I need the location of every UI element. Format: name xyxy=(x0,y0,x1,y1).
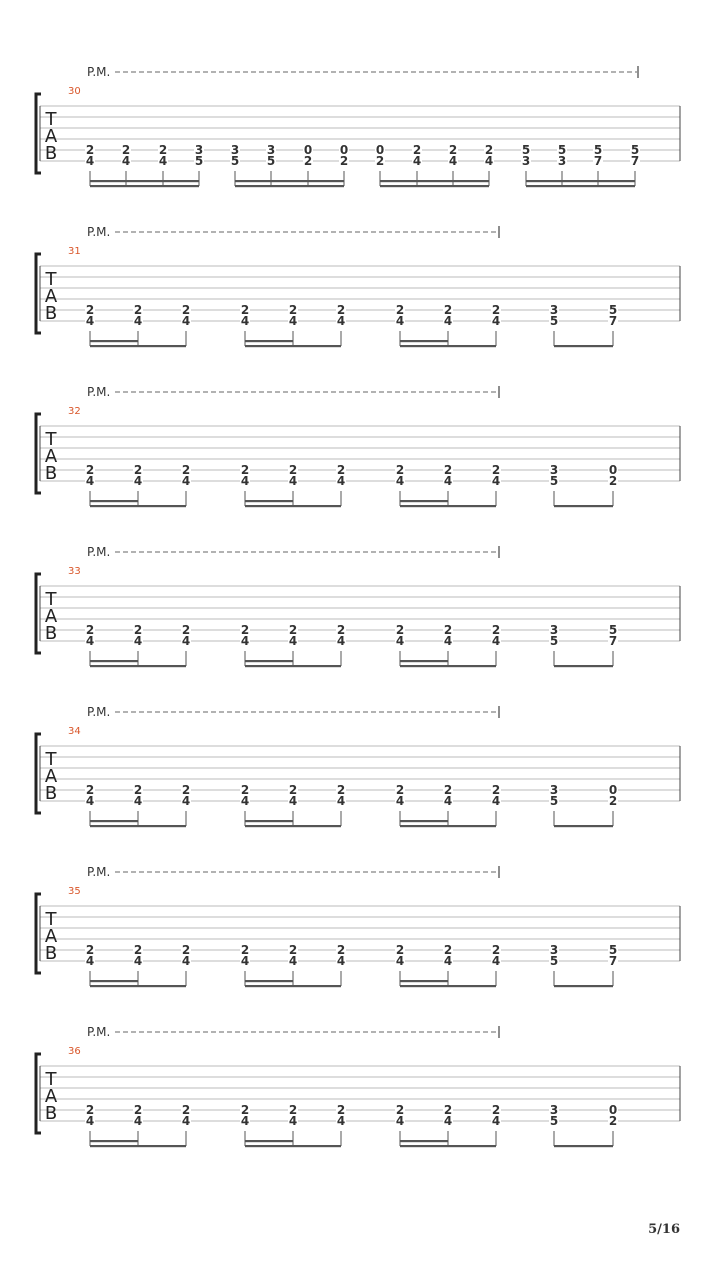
fret-number: 4 xyxy=(240,314,250,328)
tab-clef-letter: T xyxy=(45,909,57,930)
fret-number: 4 xyxy=(448,154,458,168)
beam-8th xyxy=(554,505,613,507)
fret-number: 4 xyxy=(181,954,191,968)
fret-number: 7 xyxy=(608,314,618,328)
beam-16th xyxy=(245,980,293,982)
fret-number: 4 xyxy=(181,1114,191,1128)
beam-16th xyxy=(380,180,489,182)
beam-16th xyxy=(526,180,635,182)
beam-16th xyxy=(235,180,344,182)
fret-number: 2 xyxy=(443,1103,453,1117)
tab-clef-letter: T xyxy=(45,269,57,290)
beam-8th xyxy=(400,985,496,987)
palm-mute-label: P.M. xyxy=(87,705,111,719)
fret-number: 2 xyxy=(491,783,501,797)
fret-number: 4 xyxy=(484,154,494,168)
tab-clef-letter: A xyxy=(44,446,58,467)
beam-8th xyxy=(400,505,496,507)
fret-number: 4 xyxy=(133,954,143,968)
fret-number: 5 xyxy=(593,143,603,157)
fret-number: 2 xyxy=(240,463,250,477)
fret-number: 4 xyxy=(491,314,501,328)
fret-number: 4 xyxy=(491,634,501,648)
fret-number: 4 xyxy=(181,634,191,648)
beam-8th xyxy=(554,665,613,667)
fret-number: 2 xyxy=(395,463,405,477)
tab-clef-letter: B xyxy=(44,623,58,644)
fret-number: 4 xyxy=(443,794,453,808)
fret-number: 4 xyxy=(240,794,250,808)
beam-8th xyxy=(245,345,341,347)
fret-number: 2 xyxy=(240,943,250,957)
beam-16th xyxy=(400,1140,448,1142)
fret-number: 4 xyxy=(85,314,95,328)
fret-number: 2 xyxy=(375,154,385,168)
fret-number: 4 xyxy=(240,474,250,488)
fret-number: 4 xyxy=(412,154,422,168)
fret-number: 4 xyxy=(336,474,346,488)
fret-number: 2 xyxy=(85,623,95,637)
fret-number: 2 xyxy=(443,303,453,317)
fret-number: 2 xyxy=(336,943,346,957)
palm-mute-label: P.M. xyxy=(87,865,111,879)
fret-number: 4 xyxy=(443,314,453,328)
tab-clef-letter: A xyxy=(44,126,58,147)
fret-number: 4 xyxy=(443,954,453,968)
fret-number: 2 xyxy=(395,783,405,797)
fret-number: 2 xyxy=(288,1103,298,1117)
fret-number: 2 xyxy=(85,783,95,797)
fret-number: 3 xyxy=(549,943,559,957)
tab-clef-letter: A xyxy=(44,926,58,947)
fret-number: 4 xyxy=(133,1114,143,1128)
fret-number: 4 xyxy=(395,634,405,648)
palm-mute-label: P.M. xyxy=(87,1025,111,1039)
fret-number: 4 xyxy=(240,1114,250,1128)
fret-number: 2 xyxy=(303,154,313,168)
fret-number: 4 xyxy=(240,634,250,648)
page-number: 5/16 xyxy=(648,1222,680,1237)
beam-8th xyxy=(245,825,341,827)
fret-number: 2 xyxy=(181,783,191,797)
beam-8th xyxy=(400,345,496,347)
beam-16th xyxy=(245,1140,293,1142)
tab-clef-letter: A xyxy=(44,1086,58,1107)
beam-16th xyxy=(400,500,448,502)
tab-clef-letter: B xyxy=(44,783,58,804)
fret-number: 4 xyxy=(395,954,405,968)
fret-number: 2 xyxy=(158,143,168,157)
bar-number: 33 xyxy=(68,566,81,577)
fret-number: 5 xyxy=(549,474,559,488)
fret-number: 4 xyxy=(85,954,95,968)
fret-number: 2 xyxy=(133,463,143,477)
beam-16th xyxy=(90,820,138,822)
fret-number: 3 xyxy=(549,623,559,637)
tab-clef-letter: B xyxy=(44,943,58,964)
fret-number: 2 xyxy=(133,623,143,637)
beam-16th xyxy=(245,340,293,342)
tab-system xyxy=(36,385,680,507)
fret-number: 0 xyxy=(375,143,385,157)
fret-number: 3 xyxy=(230,143,240,157)
beam-8th xyxy=(245,665,341,667)
fret-number: 2 xyxy=(85,463,95,477)
tab-system xyxy=(36,1025,680,1147)
fret-number: 4 xyxy=(395,794,405,808)
beam-16th xyxy=(90,340,138,342)
fret-number: 2 xyxy=(133,943,143,957)
tab-clef-letter: B xyxy=(44,303,58,324)
fret-number: 4 xyxy=(85,794,95,808)
fret-number: 4 xyxy=(133,634,143,648)
fret-number: 2 xyxy=(491,1103,501,1117)
fret-number: 2 xyxy=(395,303,405,317)
beam-16th xyxy=(400,820,448,822)
fret-number: 4 xyxy=(85,474,95,488)
fret-number: 4 xyxy=(85,634,95,648)
fret-number: 5 xyxy=(230,154,240,168)
fret-number: 2 xyxy=(443,943,453,957)
beam-8th xyxy=(245,505,341,507)
fret-number: 2 xyxy=(181,1103,191,1117)
fret-number: 3 xyxy=(521,154,531,168)
fret-number: 4 xyxy=(336,634,346,648)
fret-number: 2 xyxy=(443,783,453,797)
fret-number: 2 xyxy=(608,1114,618,1128)
tab-clef-letter: B xyxy=(44,463,58,484)
fret-number: 2 xyxy=(412,143,422,157)
fret-number: 4 xyxy=(181,794,191,808)
fret-number: 2 xyxy=(288,303,298,317)
beam-8th xyxy=(90,1145,186,1147)
fret-number: 5 xyxy=(266,154,276,168)
palm-mute-label: P.M. xyxy=(87,225,111,239)
fret-number: 4 xyxy=(491,794,501,808)
fret-number: 2 xyxy=(339,154,349,168)
fret-number: 2 xyxy=(240,1103,250,1117)
fret-number: 2 xyxy=(288,623,298,637)
beam-8th xyxy=(400,665,496,667)
tab-clef-letter: T xyxy=(45,109,57,130)
fret-number: 4 xyxy=(443,474,453,488)
beam-16th xyxy=(245,660,293,662)
fret-number: 3 xyxy=(549,783,559,797)
beam-8th xyxy=(90,185,199,187)
fret-number: 4 xyxy=(288,314,298,328)
fret-number: 4 xyxy=(336,954,346,968)
tab-clef-letter: A xyxy=(44,286,58,307)
fret-number: 2 xyxy=(288,463,298,477)
beam-8th xyxy=(245,985,341,987)
fret-number: 2 xyxy=(608,794,618,808)
fret-number: 5 xyxy=(521,143,531,157)
fret-number: 4 xyxy=(158,154,168,168)
beam-16th xyxy=(245,820,293,822)
fret-number: 2 xyxy=(491,623,501,637)
beam-16th xyxy=(400,340,448,342)
fret-number: 2 xyxy=(288,783,298,797)
fret-number: 7 xyxy=(593,154,603,168)
tab-clef-letter: T xyxy=(45,589,57,610)
fret-number: 4 xyxy=(133,794,143,808)
fret-number: 2 xyxy=(121,143,131,157)
fret-number: 3 xyxy=(194,143,204,157)
beam-8th xyxy=(90,985,186,987)
fret-number: 2 xyxy=(443,623,453,637)
beam-8th xyxy=(526,185,635,187)
fret-number: 7 xyxy=(608,954,618,968)
fret-number: 4 xyxy=(288,794,298,808)
fret-number: 0 xyxy=(339,143,349,157)
beam-8th xyxy=(554,345,613,347)
tab-system xyxy=(36,705,680,827)
fret-number: 2 xyxy=(443,463,453,477)
fret-number: 2 xyxy=(336,1103,346,1117)
beam-8th xyxy=(245,1145,341,1147)
beam-16th xyxy=(90,980,138,982)
tab-clef-letter: A xyxy=(44,766,58,787)
fret-number: 2 xyxy=(240,623,250,637)
fret-number: 4 xyxy=(336,794,346,808)
beam-16th xyxy=(400,980,448,982)
fret-number: 2 xyxy=(133,783,143,797)
tab-system xyxy=(36,545,680,667)
fret-number: 2 xyxy=(484,143,494,157)
fret-number: 0 xyxy=(608,463,618,477)
fret-number: 2 xyxy=(240,783,250,797)
fret-number: 2 xyxy=(181,463,191,477)
tab-system xyxy=(36,225,680,347)
palm-mute-label: P.M. xyxy=(87,545,111,559)
beam-8th xyxy=(90,665,186,667)
fret-number: 5 xyxy=(549,1114,559,1128)
beam-8th xyxy=(554,825,613,827)
bar-number: 34 xyxy=(68,726,81,737)
fret-number: 7 xyxy=(608,634,618,648)
bar-number: 32 xyxy=(68,406,81,417)
fret-number: 4 xyxy=(85,1114,95,1128)
fret-number: 4 xyxy=(240,954,250,968)
fret-number: 2 xyxy=(491,463,501,477)
palm-mute-label: P.M. xyxy=(87,65,111,79)
fret-number: 7 xyxy=(630,154,640,168)
fret-number: 3 xyxy=(549,303,559,317)
fret-number: 4 xyxy=(491,954,501,968)
fret-number: 4 xyxy=(288,634,298,648)
fret-number: 5 xyxy=(549,794,559,808)
tab-clef-letter: B xyxy=(44,143,58,164)
fret-number: 3 xyxy=(549,463,559,477)
fret-number: 5 xyxy=(608,303,618,317)
beam-8th xyxy=(380,185,489,187)
fret-number: 2 xyxy=(133,1103,143,1117)
fret-number: 5 xyxy=(549,634,559,648)
beam-16th xyxy=(90,660,138,662)
fret-number: 2 xyxy=(85,143,95,157)
tab-clef-letter: B xyxy=(44,1103,58,1124)
fret-number: 2 xyxy=(240,303,250,317)
fret-number: 4 xyxy=(395,314,405,328)
fret-number: 5 xyxy=(557,143,567,157)
fret-number: 2 xyxy=(85,943,95,957)
fret-number: 2 xyxy=(336,463,346,477)
fret-number: 5 xyxy=(194,154,204,168)
fret-number: 4 xyxy=(133,474,143,488)
fret-number: 2 xyxy=(491,943,501,957)
fret-number: 0 xyxy=(303,143,313,157)
fret-number: 4 xyxy=(336,1114,346,1128)
fret-number: 4 xyxy=(181,474,191,488)
fret-number: 4 xyxy=(133,314,143,328)
palm-mute-label: P.M. xyxy=(87,385,111,399)
beam-8th xyxy=(90,505,186,507)
fret-number: 2 xyxy=(181,623,191,637)
fret-number: 4 xyxy=(121,154,131,168)
fret-number: 2 xyxy=(336,783,346,797)
beam-16th xyxy=(90,180,199,182)
beam-16th xyxy=(400,660,448,662)
beam-8th xyxy=(400,1145,496,1147)
fret-number: 2 xyxy=(336,303,346,317)
tab-system xyxy=(36,865,680,987)
fret-number: 2 xyxy=(85,1103,95,1117)
fret-number: 2 xyxy=(133,303,143,317)
fret-number: 4 xyxy=(85,154,95,168)
fret-number: 2 xyxy=(448,143,458,157)
fret-number: 4 xyxy=(288,954,298,968)
fret-number: 4 xyxy=(395,474,405,488)
fret-number: 5 xyxy=(549,954,559,968)
fret-number: 0 xyxy=(608,1103,618,1117)
fret-number: 5 xyxy=(630,143,640,157)
fret-number: 4 xyxy=(336,314,346,328)
beam-16th xyxy=(245,500,293,502)
fret-number: 2 xyxy=(181,943,191,957)
beam-8th xyxy=(400,825,496,827)
fret-number: 3 xyxy=(266,143,276,157)
bar-number: 30 xyxy=(68,86,81,97)
tab-clef-letter: T xyxy=(45,429,57,450)
beam-8th xyxy=(554,1145,613,1147)
fret-number: 4 xyxy=(443,634,453,648)
fret-number: 4 xyxy=(288,1114,298,1128)
beam-8th xyxy=(235,185,344,187)
fret-number: 4 xyxy=(443,1114,453,1128)
fret-number: 2 xyxy=(181,303,191,317)
fret-number: 0 xyxy=(608,783,618,797)
fret-number: 5 xyxy=(549,314,559,328)
tab-clef-letter: A xyxy=(44,606,58,627)
fret-number: 4 xyxy=(491,1114,501,1128)
fret-number: 4 xyxy=(181,314,191,328)
fret-number: 2 xyxy=(395,623,405,637)
tab-system xyxy=(36,65,680,187)
fret-number: 5 xyxy=(608,623,618,637)
beam-16th xyxy=(90,1140,138,1142)
fret-number: 2 xyxy=(336,623,346,637)
fret-number: 2 xyxy=(395,1103,405,1117)
bar-number: 31 xyxy=(68,246,81,257)
fret-number: 2 xyxy=(608,474,618,488)
bar-number: 36 xyxy=(68,1046,81,1057)
fret-number: 2 xyxy=(85,303,95,317)
beam-8th xyxy=(554,985,613,987)
fret-number: 2 xyxy=(491,303,501,317)
bar-number: 35 xyxy=(68,886,81,897)
fret-number: 3 xyxy=(557,154,567,168)
fret-number: 2 xyxy=(288,943,298,957)
fret-number: 2 xyxy=(395,943,405,957)
fret-number: 4 xyxy=(491,474,501,488)
fret-number: 3 xyxy=(549,1103,559,1117)
fret-number: 5 xyxy=(608,943,618,957)
beam-16th xyxy=(90,500,138,502)
tab-clef-letter: T xyxy=(45,1069,57,1090)
beam-8th xyxy=(90,345,186,347)
beam-8th xyxy=(90,825,186,827)
tab-clef-letter: T xyxy=(45,749,57,770)
fret-number: 4 xyxy=(395,1114,405,1128)
fret-number: 4 xyxy=(288,474,298,488)
